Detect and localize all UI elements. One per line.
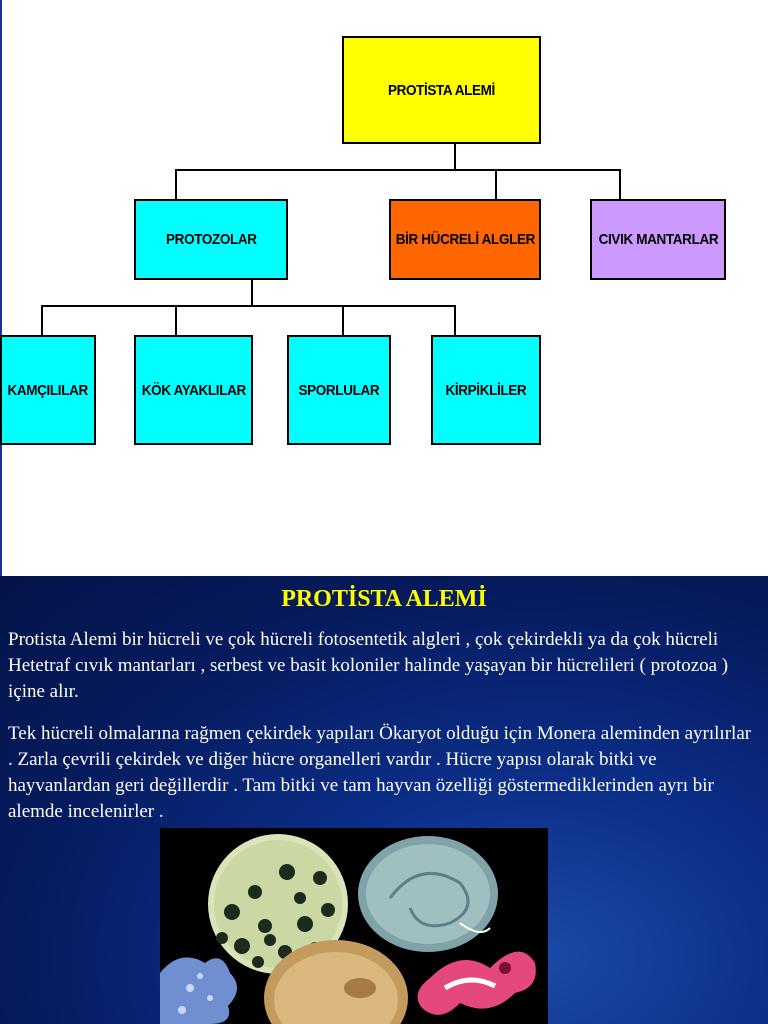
connector-protozolar-down	[251, 279, 253, 307]
connector-algler	[495, 169, 497, 199]
node-label: PROTOZOLAR	[165, 231, 257, 248]
text-slide	[0, 576, 768, 1024]
node-label: PROTİSTA ALEMİ	[388, 81, 495, 99]
connector-sporlular	[342, 305, 344, 336]
connector-kok-ayaklilar	[175, 305, 177, 336]
connector-protozolar	[175, 169, 177, 199]
slide-title: PROTİSTA ALEMİ	[281, 586, 487, 612]
node-kamcililar	[0, 335, 96, 445]
node-kok-ayaklilar	[134, 335, 253, 445]
node-label: BİR HÜCRELİ ALGLER	[395, 231, 535, 248]
paragraph-intro: Protista Alemi bir hücreli ve çok hücreli fotosentetik algleri , çok çekirdekli ya da çok hücreli Hetetraf cıvık mantarları , serbest ve basit koloniler halinde yaşayan bir hücrelileri ( protozoa ) içine alır.	[8, 629, 729, 702]
connector-level1-bar	[175, 169, 621, 171]
node-label: KİRPİKLİLER	[445, 381, 527, 399]
slide-edge	[0, 0, 2, 576]
protista-illustration	[160, 828, 548, 1024]
node-bir-hucreli-algler	[389, 199, 541, 280]
connector-kirpikliler	[454, 305, 456, 336]
protista-microscope-image	[160, 828, 548, 1024]
node-civik-mantarlar	[590, 199, 726, 280]
node-label: KAMÇILILAR	[7, 381, 89, 399]
node-kirpikliler	[431, 335, 541, 445]
node-protista-alemi	[342, 36, 541, 144]
node-label: KÖK AYAKLILAR	[141, 381, 246, 399]
connector-kamcililar	[41, 305, 43, 336]
paragraph-details: Tek hücreli olmalarına rağmen çekirdek yapıları Ökaryot olduğu için Monera aleminden ayrılırlar . Zarla çevrili çekirdek ve diğer hücre organelleri vardır . Hücre yapısı olarak bitki ve hayvanlardan geri değillerdir . Tam bitki ve tam hayvan özelliği göstermediklerinden ayrı bir alemde incelenirler .	[8, 723, 752, 822]
node-protozolar	[134, 199, 288, 280]
connector-civik	[619, 169, 621, 199]
connector-level2-bar	[41, 305, 456, 307]
node-sporlular	[287, 335, 391, 445]
node-label: CIVIK MANTARLAR	[598, 231, 718, 248]
connector-root-down	[454, 143, 456, 171]
node-label: SPORLULAR	[298, 381, 380, 399]
